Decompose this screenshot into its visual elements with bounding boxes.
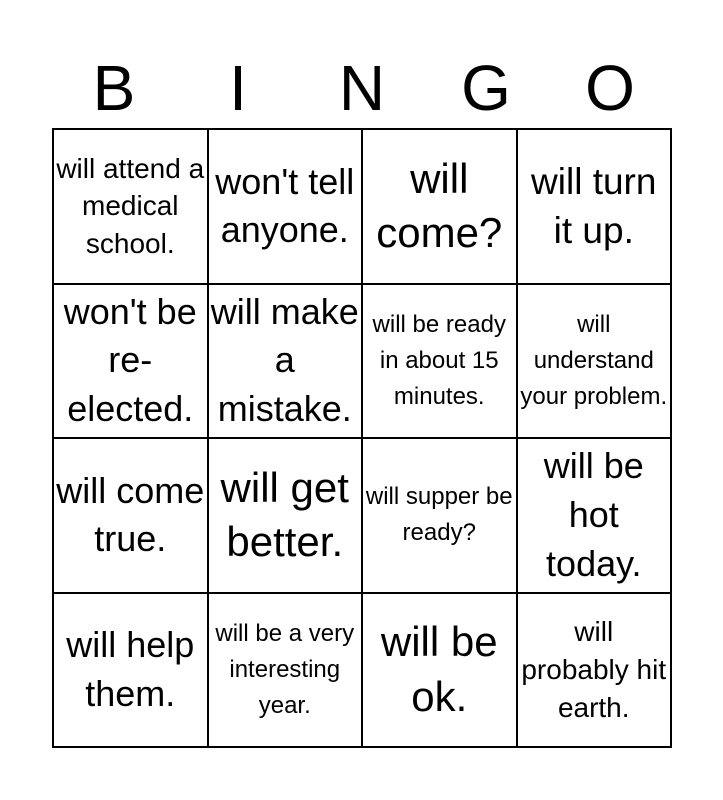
bingo-cell[interactable]: will supper be ready? bbox=[362, 438, 517, 593]
bingo-cell[interactable]: will be ready in about 15 minutes. bbox=[362, 284, 517, 439]
bingo-header bbox=[52, 50, 672, 126]
bingo-cell[interactable]: will be hot today. bbox=[517, 438, 672, 593]
bingo-cell[interactable]: will be ok. bbox=[362, 593, 517, 748]
bingo-cell[interactable]: won't tell anyone. bbox=[208, 129, 363, 284]
bingo-cell[interactable]: will get better. bbox=[208, 438, 363, 593]
header-letter-g: G bbox=[461, 52, 511, 124]
header-letter-i: I bbox=[229, 52, 247, 124]
bingo-cell[interactable]: will come true. bbox=[53, 438, 208, 593]
bingo-board bbox=[52, 128, 672, 748]
bingo-cell[interactable]: will probably hit earth. bbox=[517, 593, 672, 748]
bingo-cell[interactable]: will make a mistake. bbox=[208, 284, 363, 439]
header-letter-b: B bbox=[92, 52, 136, 124]
header-letter-n: N bbox=[338, 52, 386, 124]
bingo-cell[interactable]: will understand your problem. bbox=[517, 284, 672, 439]
bingo-cell[interactable]: will turn it up. bbox=[517, 129, 672, 284]
bingo-cell[interactable]: will come? bbox=[362, 129, 517, 284]
bingo-cell[interactable]: won't be re-elected. bbox=[53, 284, 208, 439]
bingo-cell[interactable]: will help them. bbox=[53, 593, 208, 748]
bingo-cell[interactable]: will attend a medical school. bbox=[53, 129, 208, 284]
bingo-cell[interactable]: will be a very interesting year. bbox=[208, 593, 363, 748]
header-letter-o: O bbox=[585, 52, 635, 124]
